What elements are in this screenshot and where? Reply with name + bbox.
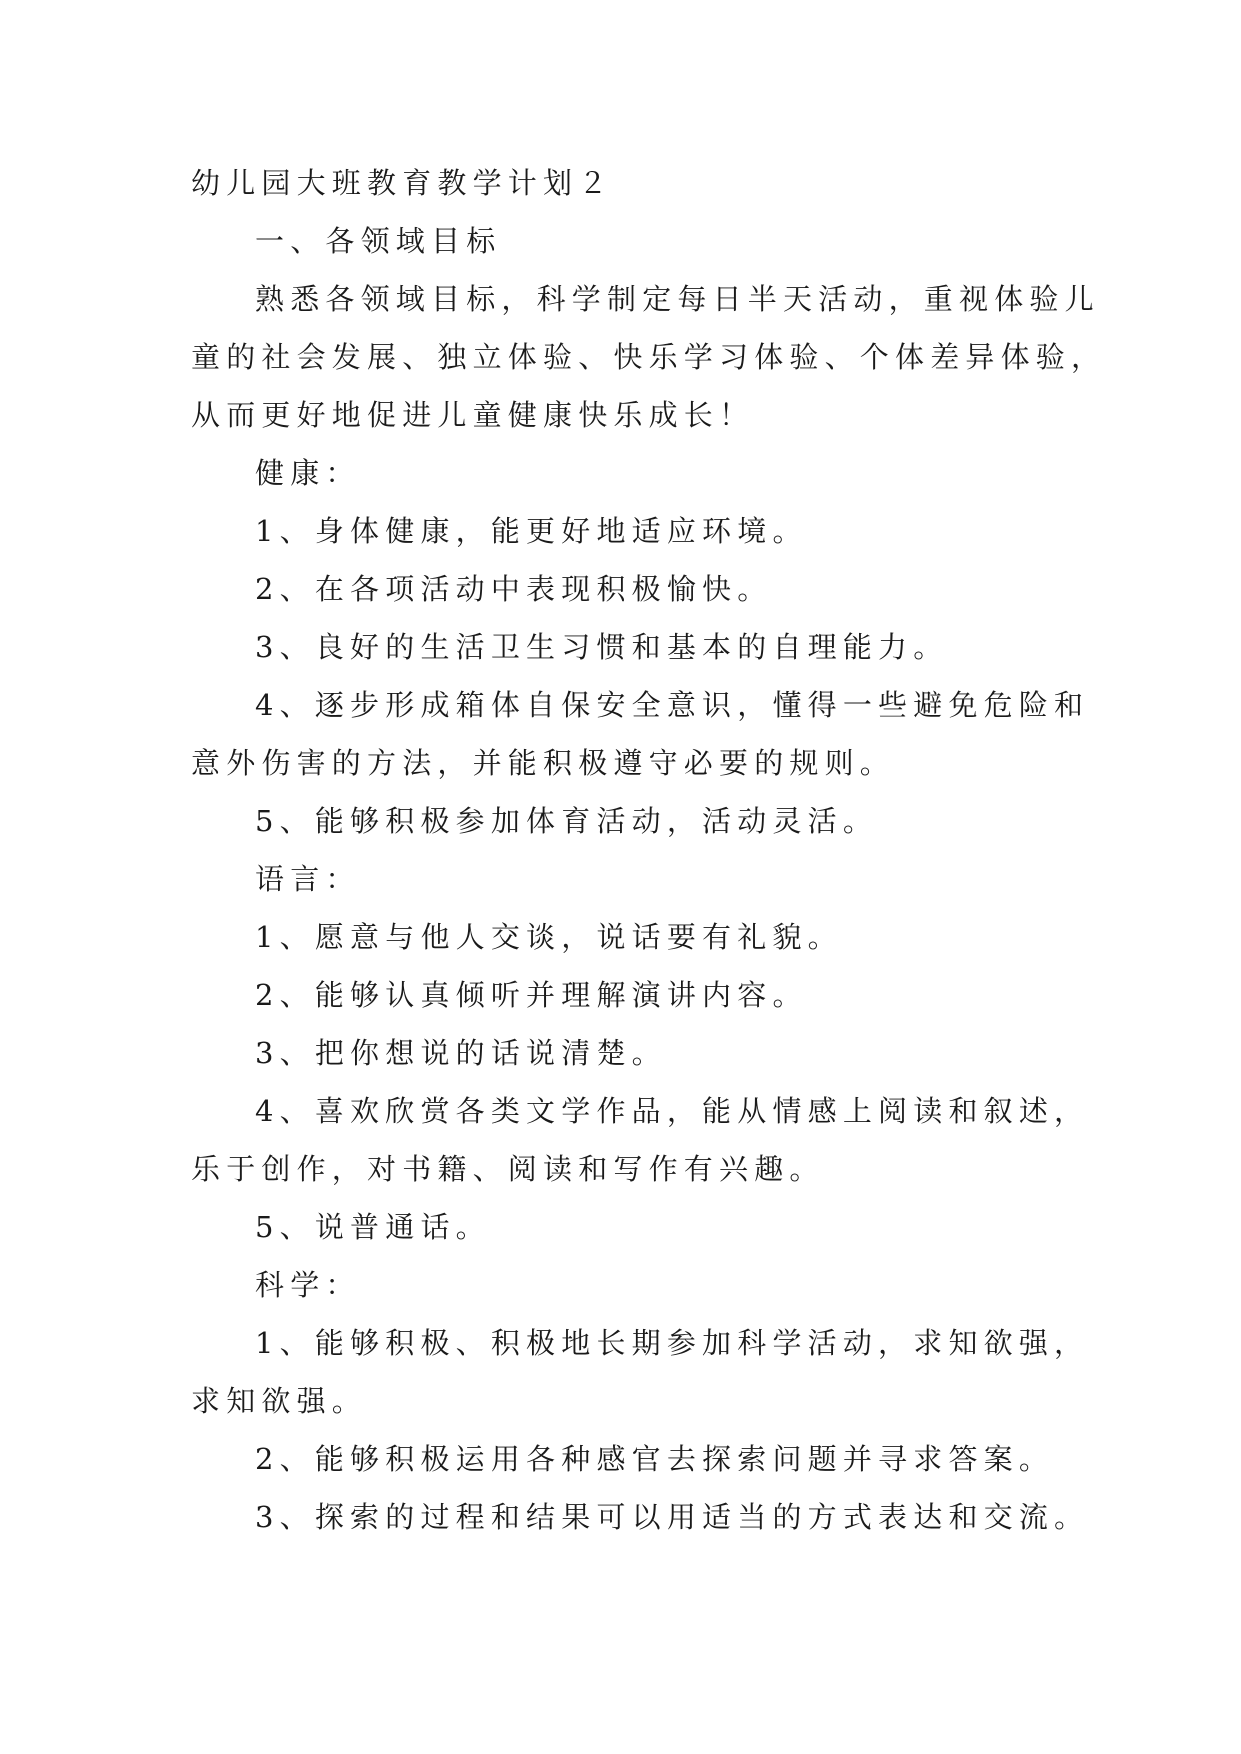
list-item-continuation: 求知欲强。 (191, 1384, 368, 1418)
section-heading-language: 语言： (255, 862, 361, 896)
list-item: 3、探索的过程和结果可以用适当的方式表达和交流。 (255, 1500, 1090, 1534)
list-item: 4、喜欢欣赏各类文学作品，能从情感上阅读和叙述， (255, 1094, 1090, 1128)
list-item: 1、能够积极、积极地长期参加科学活动，求知欲强， (255, 1326, 1090, 1360)
list-item: 1、身体健康，能更好地适应环境。 (255, 514, 808, 548)
list-item: 3、良好的生活卫生习惯和基本的自理能力。 (255, 630, 949, 664)
section-heading-health: 健康： (255, 456, 361, 490)
paragraph-line: 童的社会发展、独立体验、快乐学习体验、个体差异体验， (191, 340, 1107, 374)
document-body (191, 154, 1107, 1546)
list-item: 5、能够积极参加体育活动，活动灵活。 (255, 804, 879, 838)
list-item: 2、能够认真倾听并理解演讲内容。 (255, 978, 808, 1012)
list-item: 3、把你想说的话说清楚。 (255, 1036, 667, 1070)
list-item: 4、逐步形成箱体自保安全意识，懂得一些避免危险和 (255, 688, 1090, 722)
list-item: 2、能够积极运用各种感官去探索问题并寻求答案。 (255, 1442, 1055, 1476)
section-heading-science: 科学： (255, 1268, 361, 1302)
paragraph-line: 从而更好地促进儿童健康快乐成长！ (191, 398, 755, 432)
list-item: 1、愿意与他人交谈，说话要有礼貌。 (255, 920, 843, 954)
list-item: 2、在各项活动中表现积极愉快。 (255, 572, 773, 606)
list-item-continuation: 乐于创作，对书籍、阅读和写作有兴趣。 (191, 1152, 825, 1186)
section-heading-goals: 一、各领域目标 (255, 224, 502, 258)
document-title: 幼儿园大班教育教学计划２ (191, 166, 614, 200)
paragraph-line: 熟悉各领域目标，科学制定每日半天活动，重视体验儿 (255, 282, 1100, 316)
list-item: 5、说普通话。 (255, 1210, 491, 1244)
list-item-continuation: 意外伤害的方法，并能积极遵守必要的规则。 (191, 746, 896, 780)
